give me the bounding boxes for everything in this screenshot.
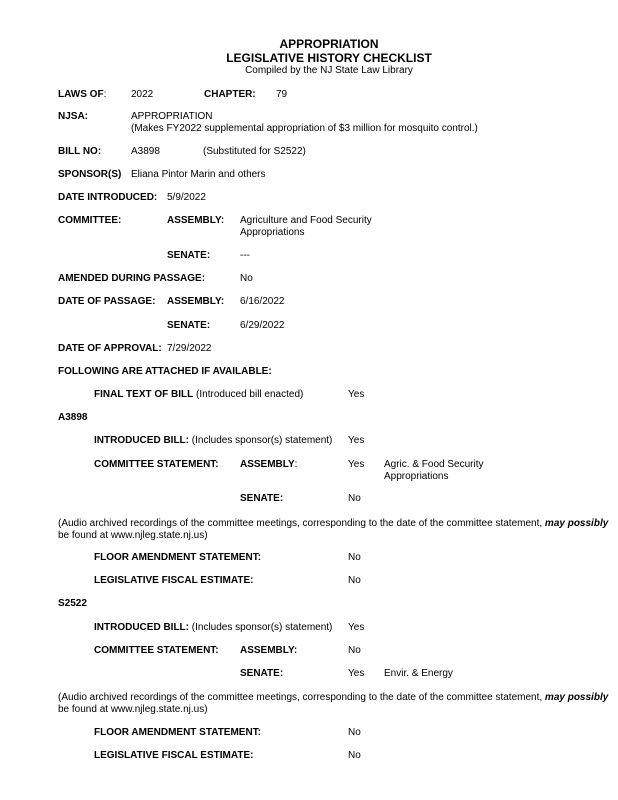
- amended-value: No: [240, 273, 253, 284]
- floor-amendment-label-1: FLOOR AMENDMENT STATEMENT:: [94, 552, 262, 563]
- committee-label: COMMITTEE:: [58, 215, 122, 226]
- a3898-assembly-value: Yes: [348, 459, 365, 470]
- page-subtitle: LEGISLATIVE HISTORY CHECKLIST: [226, 51, 432, 65]
- sponsor-label: SPONSOR(S): [58, 169, 122, 180]
- committee-assembly-label: ASSEMBLY:: [167, 215, 225, 226]
- laws-of-label: LAWS OF:: [58, 89, 107, 100]
- a3898-heading: A3898: [58, 412, 88, 423]
- fiscal-estimate-value-1: No: [348, 575, 361, 586]
- sponsor-value: Eliana Pintor Marin and others: [131, 169, 266, 180]
- audio-note-1-line-2: be found at www.njleg.state.nj.us): [58, 530, 208, 541]
- passage-label: DATE OF PASSAGE:: [58, 296, 156, 307]
- s2522-senate-value: Yes: [348, 668, 365, 679]
- floor-amendment-label-2: FLOOR AMENDMENT STATEMENT:: [94, 727, 262, 738]
- fiscal-estimate-label-2: LEGISLATIVE FISCAL ESTIMATE:: [94, 750, 254, 761]
- amended-label: AMENDED DURING PASSAGE:: [58, 273, 206, 284]
- laws-of-value: 2022: [131, 89, 154, 100]
- committee-assembly-value-2: Appropriations: [240, 227, 305, 238]
- a3898-senate-label: SENATE:: [240, 493, 284, 504]
- s2522-senate-committee: Envir. & Energy: [384, 668, 453, 679]
- njsa-value: APPROPRIATION: [131, 111, 213, 122]
- bill-no-label: BILL NO:: [58, 146, 102, 157]
- fiscal-estimate-value-2: No: [348, 750, 361, 761]
- bill-no-value: A3898: [131, 146, 160, 157]
- passage-assembly-label: ASSEMBLY:: [167, 296, 225, 307]
- a3898-introduced-label: INTRODUCED BILL: (Includes sponsor(s) statement): [94, 435, 333, 446]
- a3898-introduced-value: Yes: [348, 435, 365, 446]
- a3898-senate-value: No: [348, 493, 361, 504]
- final-text-value: Yes: [348, 389, 365, 400]
- chapter-value: 79: [276, 89, 288, 100]
- s2522-committee-label: COMMITTEE STATEMENT:: [94, 645, 219, 656]
- compiled-by: Compiled by the NJ State Law Library: [245, 65, 413, 76]
- fiscal-estimate-label-1: LEGISLATIVE FISCAL ESTIMATE:: [94, 575, 254, 586]
- chapter-label: CHAPTER:: [204, 89, 256, 100]
- committee-assembly-value: Agriculture and Food Security: [240, 215, 372, 226]
- final-text-label: FINAL TEXT OF BILL (Introduced bill enacted): [94, 389, 304, 400]
- s2522-introduced-label: INTRODUCED BILL: (Includes sponsor(s) statement): [94, 622, 333, 633]
- date-introduced-label: DATE INTRODUCED:: [58, 192, 158, 203]
- s2522-assembly-value: No: [348, 645, 361, 656]
- bill-no-substituted: (Substituted for S2522): [203, 146, 306, 157]
- a3898-committee-label: COMMITTEE STATEMENT:: [94, 459, 219, 470]
- a3898-assembly-committee-2: Appropriations: [384, 471, 449, 482]
- audio-note-2: (Audio archived recordings of the committee meetings, corresponding to the date of the committee statement, may possibly: [58, 692, 609, 703]
- passage-senate-value: 6/29/2022: [240, 320, 285, 331]
- a3898-assembly-label: ASSEMBLY:: [240, 459, 298, 470]
- njsa-description: (Makes FY2022 supplemental appropriation of $3 million for mosquito control.): [131, 123, 478, 134]
- approval-label: DATE OF APPROVAL:: [58, 343, 162, 354]
- floor-amendment-value-2: No: [348, 727, 361, 738]
- a3898-assembly-committee: Agric. & Food Security: [384, 459, 484, 470]
- page-title: APPROPRIATION: [279, 37, 379, 51]
- njsa-label: NJSA:: [58, 111, 89, 122]
- s2522-introduced-value: Yes: [348, 622, 365, 633]
- committee-senate-value: ---: [240, 250, 250, 261]
- floor-amendment-value-1: No: [348, 552, 361, 563]
- following-heading: FOLLOWING ARE ATTACHED IF AVAILABLE:: [58, 366, 272, 377]
- s2522-assembly-label: ASSEMBLY:: [240, 645, 298, 656]
- passage-assembly-value: 6/16/2022: [240, 296, 285, 307]
- approval-value: 7/29/2022: [167, 343, 212, 354]
- committee-senate-label: SENATE:: [167, 250, 211, 261]
- s2522-heading: S2522: [58, 598, 87, 609]
- s2522-senate-label: SENATE:: [240, 668, 284, 679]
- audio-note-2-line-2: be found at www.njleg.state.nj.us): [58, 704, 208, 715]
- passage-senate-label: SENATE:: [167, 320, 211, 331]
- date-introduced-value: 5/9/2022: [167, 192, 206, 203]
- audio-note-1: (Audio archived recordings of the committee meetings, corresponding to the date of the committee statement, may possibly: [58, 518, 609, 529]
